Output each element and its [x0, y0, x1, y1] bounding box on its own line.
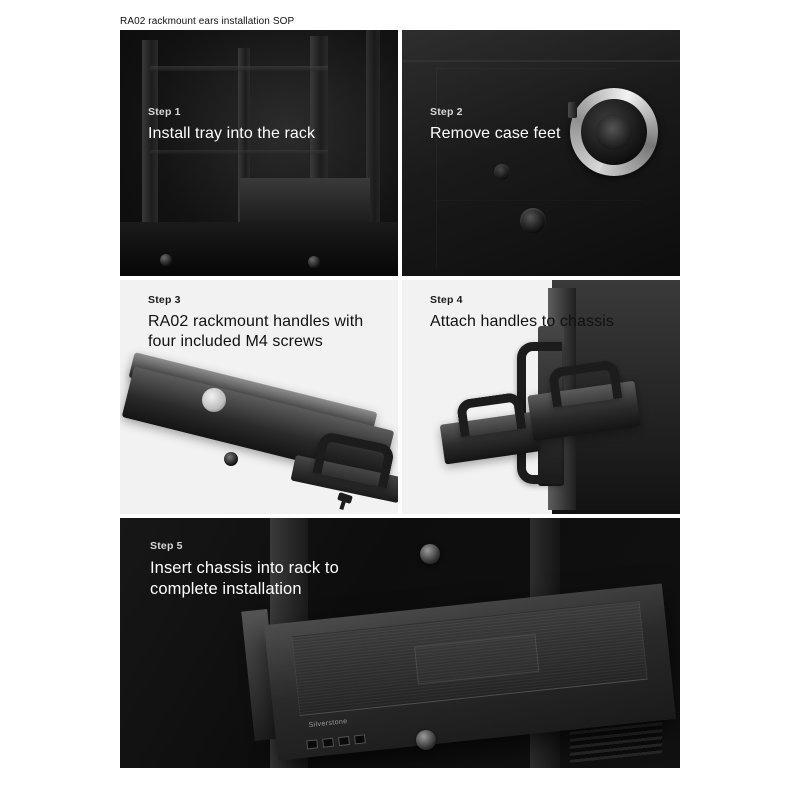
case-screw-hole-a: [520, 208, 546, 234]
case-screw-hole-b: [494, 164, 510, 180]
chassis-port: [306, 739, 318, 749]
step-4-label: Step 4: [430, 294, 463, 306]
step-1-label: Step 1: [148, 106, 181, 118]
chassis-port-row: [306, 734, 366, 749]
step-5-label: Step 5: [150, 540, 183, 552]
chassis-brand-label: Silverstone: [308, 718, 348, 730]
step-5-panel: [120, 518, 680, 768]
case-seam-vertical: [436, 68, 437, 268]
rack-caster-right: [308, 256, 320, 268]
step-3-text: RA02 rackmount handles with four included M4 screws: [148, 313, 364, 351]
step-2-label: Step 2: [430, 106, 463, 118]
case-seam-lower: [432, 200, 642, 201]
step-5-text: Insert chassis into rack to complete installation: [150, 559, 339, 599]
step-3-panel: [120, 280, 398, 514]
step-3-label: Step 3: [148, 294, 181, 306]
chassis-port: [322, 738, 334, 748]
step-2-caption: [430, 106, 561, 144]
step-4-panel: [402, 280, 680, 514]
case-top-edge: [402, 60, 680, 62]
case-foot-ring: [570, 88, 658, 176]
step-1-panel: [120, 30, 398, 276]
step-5-caption: [150, 540, 380, 600]
step-4-caption: [430, 294, 614, 332]
steps-row-2: [120, 280, 680, 514]
step-1-text: Install tray into the rack: [148, 125, 316, 142]
step-2-text: Remove case feet: [430, 125, 561, 142]
steps-row-3: [120, 518, 680, 768]
step-3-caption: [148, 294, 378, 353]
rack-floor: [120, 222, 398, 276]
rackmount-ear-hole-small: [224, 452, 238, 466]
steps-grid: [120, 30, 680, 772]
case-foot-hub: [596, 114, 632, 150]
chassis-face-panel: [414, 634, 539, 685]
rack-caster-left: [160, 254, 172, 266]
step-2-panel: [402, 30, 680, 276]
rack-thumb-screw-top: [420, 544, 440, 564]
rackmount-ear-hole-large: [202, 388, 226, 412]
m4-screw: [337, 492, 353, 504]
step-1-caption: [148, 106, 315, 144]
rack-rail-top: [150, 66, 328, 71]
rack-rail-mid: [150, 150, 328, 154]
document-title: RA02 rackmount ears installation SOP: [120, 16, 295, 27]
steps-row-1: [120, 30, 680, 276]
removed-screw: [568, 102, 577, 118]
rack-thumb-screw-bottom: [416, 730, 436, 750]
chassis-port: [338, 736, 350, 746]
step-4-text: Attach handles to chassis: [430, 313, 614, 330]
chassis-port: [354, 734, 366, 744]
chassis-front-face: [291, 600, 647, 716]
case-seam-horizontal: [436, 68, 616, 69]
